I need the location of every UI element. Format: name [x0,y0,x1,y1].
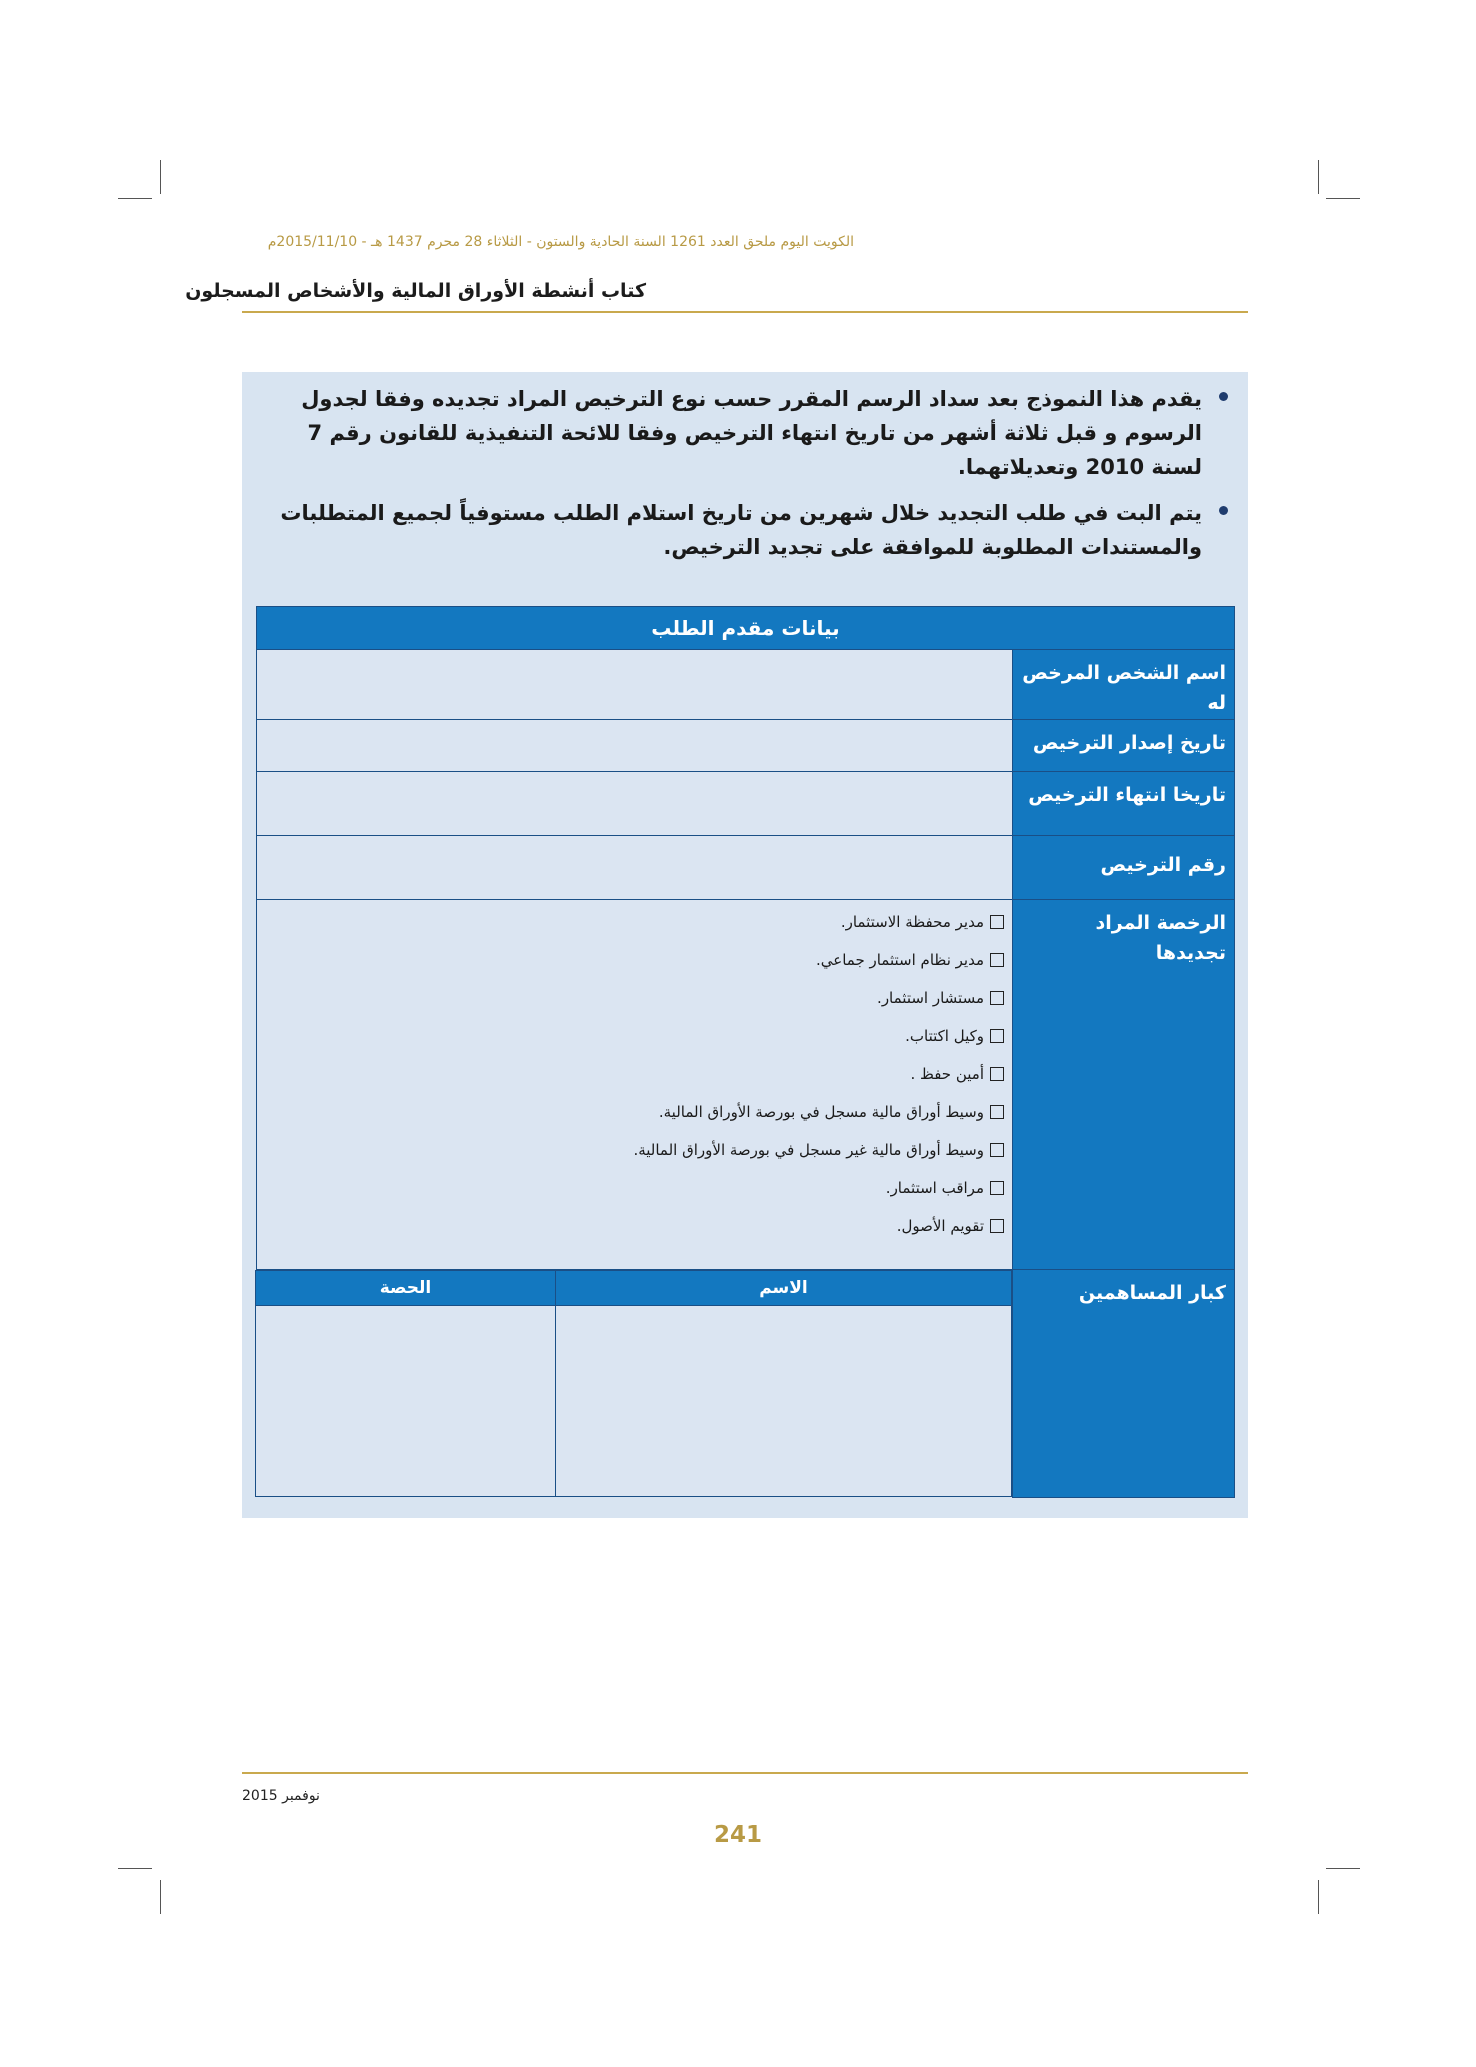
license-option[interactable] [257,1214,1004,1252]
shareholders-cell [257,1270,1013,1498]
label-major-shareholders: كبار المساهمين [1013,1270,1235,1498]
option-label: مراقب استثمار. [885,1179,984,1197]
checkbox-icon[interactable] [990,1181,1004,1195]
license-options-cell [257,900,1013,1270]
option-label: وسيط أوراق مالية مسجل في بورصة الأوراق المالية. [658,1103,984,1121]
license-number-field[interactable] [257,836,1013,900]
bullet-icon [1219,506,1228,515]
license-option[interactable] [257,1100,1004,1138]
checkbox-icon[interactable] [990,1143,1004,1157]
crop-mark [160,1880,161,1914]
license-option[interactable] [257,986,1004,1024]
instruction-text: يتم البت في طلب التجديد خلال شهرين من تاريخ استلام الطلب مستوفياً لجميع المتطلبات والمستندات المطلوبة للموافقة على تجديد الترخيص. [280,501,1202,559]
page-number: 241 [713,1822,762,1848]
footer-date: نوفمبر 2015 [242,1788,320,1804]
option-label: أمين حفظ . [910,1065,984,1083]
crop-mark [1326,1868,1360,1869]
bullet-icon [1219,392,1228,401]
publication-line: الكويت اليوم ملحق العدد 1261 السنة الحادية والستون - الثلاثاء 28 محرم 1437 هـ - 2015/11/10م [267,234,854,250]
instruction-item [258,382,1228,484]
crop-mark [1326,198,1360,199]
checkbox-icon[interactable] [990,991,1004,1005]
expiry-date-field[interactable] [257,772,1013,836]
header-rule [242,311,1248,313]
license-option[interactable] [257,910,1004,948]
instruction-item [258,496,1228,564]
instructions [258,382,1228,576]
footer-rule [242,1772,1248,1774]
checkbox-icon[interactable] [990,915,1004,929]
crop-mark [160,160,161,194]
checkbox-icon[interactable] [990,1029,1004,1043]
option-label: مدير محفظة الاستثمار. [840,913,984,931]
book-title: كتاب أنشطة الأوراق المالية والأشخاص المسجلون [185,280,646,302]
issue-date-field[interactable] [257,720,1013,772]
label-license-to-renew: الرخصة المراد تجديدها [1013,900,1235,1270]
applicant-form [256,606,1235,1498]
checkbox-icon[interactable] [990,1105,1004,1119]
instruction-text: يقدم هذا النموذج بعد سداد الرسم المقرر حسب نوع الترخيص المراد تجديده وفقا لجدول الرسوم و قبل ثلاثة أشهر من تاريخ انتهاء الترخيص وفقا للائحة التنفيذية للقانون رقم 7 لسنة 2010 وتعديلاتهما. [301,387,1202,479]
shareholders-table [255,1270,1012,1497]
license-options [257,900,1012,1252]
shareholder-share-field[interactable] [256,1306,556,1497]
option-label: وكيل اكتتاب. [905,1027,984,1045]
shareholder-name-field[interactable] [556,1306,1012,1497]
crop-mark [1318,1880,1319,1914]
option-label: مستشار استثمار. [877,989,984,1007]
label-license-number: رقم الترخيص [1013,836,1235,900]
option-label: مدير نظام استثمار جماعي. [815,951,984,969]
label-licensee-name: اسم الشخص المرخص له [1013,650,1235,720]
label-expiry-date: تاريخا انتهاء الترخيص [1013,772,1235,836]
option-label: وسيط أوراق مالية غير مسجل في بورصة الأوراق المالية. [633,1141,984,1159]
crop-mark [1318,160,1319,194]
license-option[interactable] [257,1176,1004,1214]
crop-mark [118,1868,152,1869]
checkbox-icon[interactable] [990,1219,1004,1233]
license-option[interactable] [257,1138,1004,1176]
form-title: بيانات مقدم الطلب [257,607,1235,650]
checkbox-icon[interactable] [990,1067,1004,1081]
shareholder-name-header: الاسم [556,1271,1012,1306]
license-option[interactable] [257,1024,1004,1062]
crop-mark [118,198,152,199]
license-option[interactable] [257,948,1004,986]
option-label: تقويم الأصول. [896,1217,984,1235]
license-option[interactable] [257,1062,1004,1100]
licensee-name-field[interactable] [257,650,1013,720]
label-issue-date: تاريخ إصدار الترخيص [1013,720,1235,772]
checkbox-icon[interactable] [990,953,1004,967]
shareholder-share-header: الحصة [256,1271,556,1306]
